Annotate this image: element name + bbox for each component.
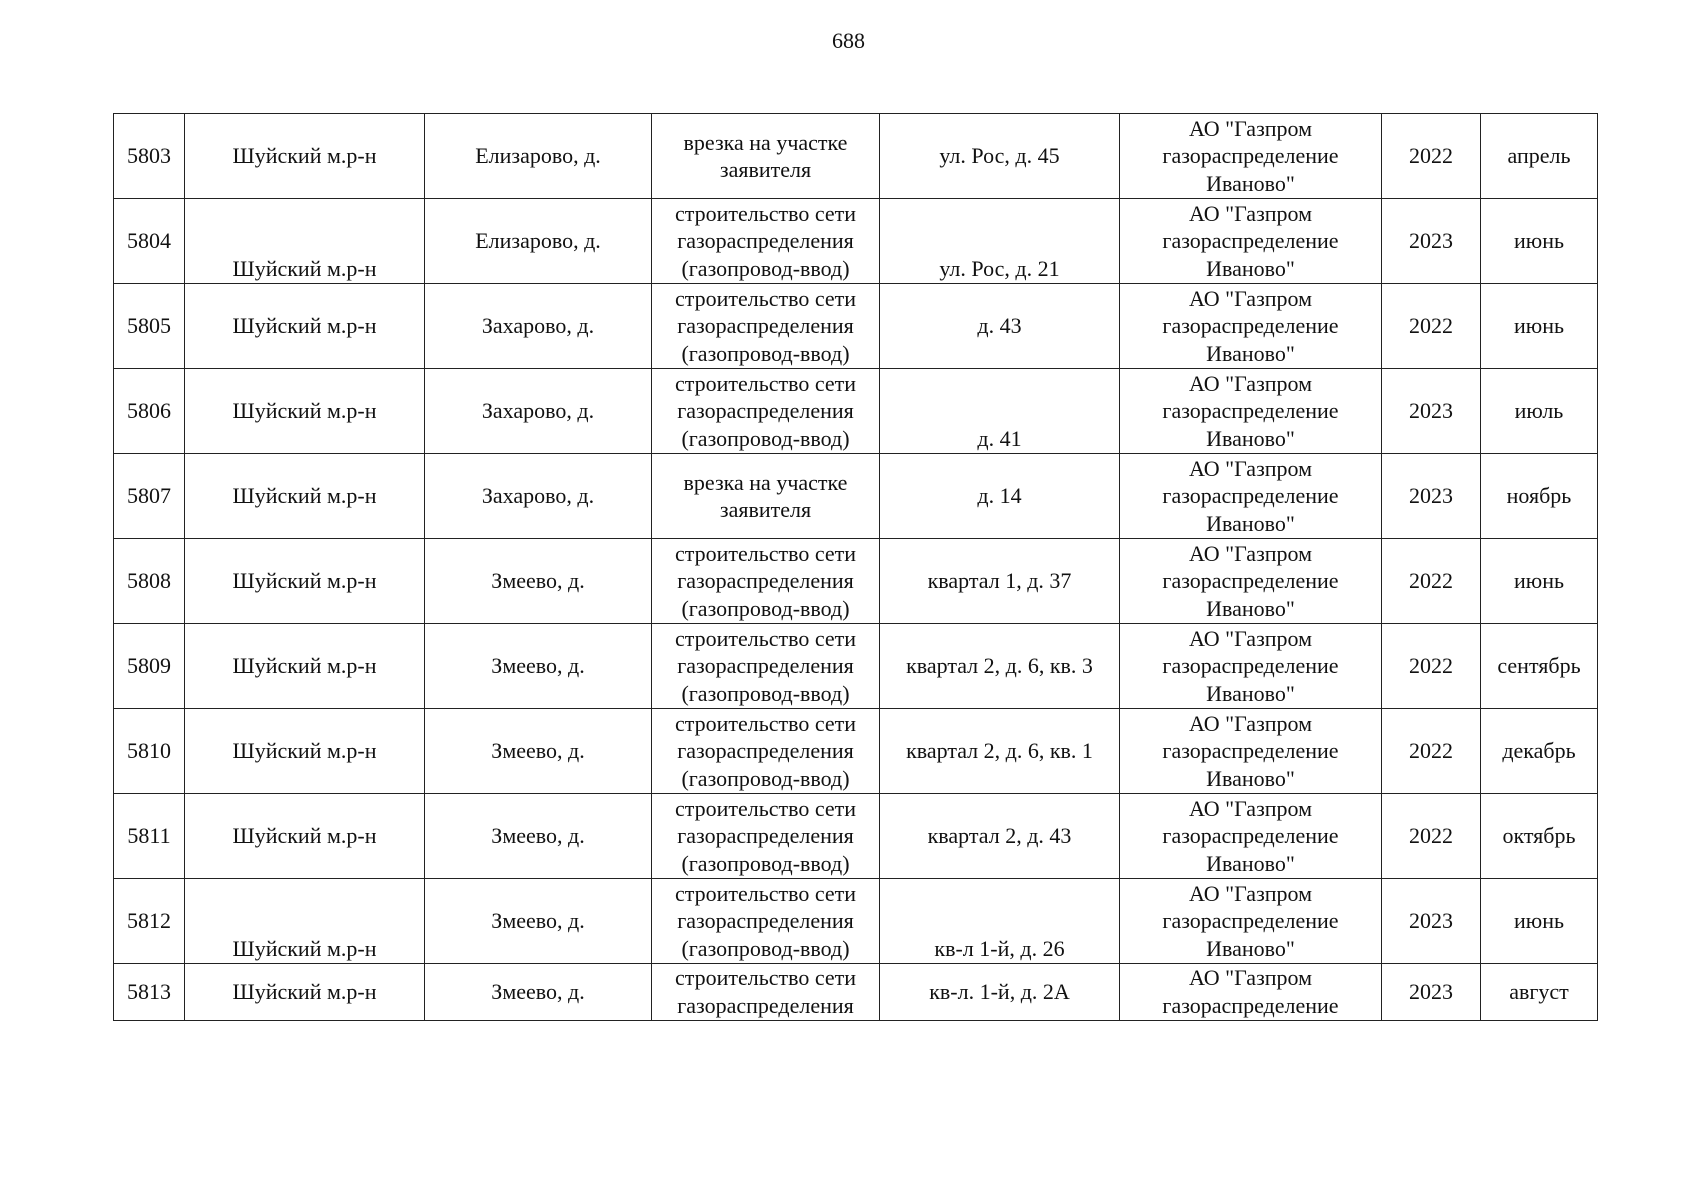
cell-district: Шуйский м.р-н bbox=[185, 454, 425, 539]
cell-month: июнь bbox=[1481, 539, 1598, 624]
cell-work-type bbox=[652, 794, 880, 879]
cell-organization bbox=[1120, 284, 1382, 369]
cell-district: Шуйский м.р-н bbox=[185, 114, 425, 199]
cell-year: 2023 bbox=[1382, 369, 1481, 454]
cell-address: кв-л. 1-й, д. 2А bbox=[880, 964, 1120, 1021]
cell-number: 5810 bbox=[114, 709, 185, 794]
cell-number: 5812 bbox=[114, 879, 185, 964]
cell-organization-line: АО "Газпром bbox=[1188, 710, 1313, 736]
cell-settlement: Захарово, д. bbox=[425, 454, 652, 539]
cell-work-type-line: строительство сети bbox=[674, 795, 857, 821]
cell-work-type-line: врезка на участке bbox=[683, 469, 848, 495]
cell-year: 2022 bbox=[1382, 539, 1481, 624]
cell-address: д. 41 bbox=[880, 369, 1120, 454]
cell-organization-line: Иваново" bbox=[1206, 425, 1295, 451]
cell-work-type-line: заявителя bbox=[719, 497, 812, 522]
cell-settlement: Елизарово, д. bbox=[425, 114, 652, 199]
cell-district: Шуйский м.р-н bbox=[185, 964, 425, 1021]
cell-month: июль bbox=[1481, 369, 1598, 454]
cell-year: 2022 bbox=[1382, 794, 1481, 879]
cell-district: Шуйский м.р-н bbox=[185, 199, 425, 284]
table-row bbox=[114, 879, 1598, 964]
cell-district: Шуйский м.р-н bbox=[185, 539, 425, 624]
cell-work-type-line: газораспределения bbox=[677, 398, 854, 424]
table-row bbox=[114, 199, 1598, 284]
cell-work-type-line: газораспределения bbox=[677, 738, 854, 764]
cell-number: 5811 bbox=[114, 794, 185, 879]
cell-work-type-line: газораспределения bbox=[677, 568, 854, 594]
page-number: 688 bbox=[832, 28, 865, 53]
cell-organization-line: АО "Газпром bbox=[1188, 965, 1313, 990]
cell-work-type-line: (газопровод-ввод) bbox=[681, 425, 850, 451]
cell-address: квартал 1, д. 37 bbox=[880, 539, 1120, 624]
cell-year: 2022 bbox=[1382, 284, 1481, 369]
cell-work-type-line: (газопровод-ввод) bbox=[681, 255, 850, 281]
cell-work-type-line: газораспределения bbox=[677, 823, 854, 849]
cell-organization-line: газораспределение bbox=[1162, 398, 1339, 424]
cell-year: 2023 bbox=[1382, 964, 1481, 1021]
cell-organization bbox=[1120, 624, 1382, 709]
cell-organization-line: газораспределение bbox=[1162, 568, 1339, 594]
cell-organization-line: Иваново" bbox=[1206, 765, 1295, 791]
cell-work-type-line: врезка на участке bbox=[683, 129, 848, 155]
cell-work-type-line: (газопровод-ввод) bbox=[681, 765, 850, 791]
cell-number: 5803 bbox=[114, 114, 185, 199]
cell-organization-line: Иваново" bbox=[1206, 255, 1295, 281]
cell-year: 2022 bbox=[1382, 114, 1481, 199]
cell-organization-line: газораспределение bbox=[1162, 908, 1339, 934]
cell-organization-line: Иваново" bbox=[1206, 510, 1295, 536]
cell-month: октябрь bbox=[1481, 794, 1598, 879]
cell-address: квартал 2, д. 6, кв. 3 bbox=[880, 624, 1120, 709]
gasification-register-table bbox=[113, 113, 1598, 1021]
table-row bbox=[114, 709, 1598, 794]
cell-year: 2023 bbox=[1382, 454, 1481, 539]
cell-address: ул. Рос, д. 21 bbox=[880, 199, 1120, 284]
cell-district: Шуйский м.р-н bbox=[185, 879, 425, 964]
cell-work-type bbox=[652, 964, 880, 1021]
cell-month: сентябрь bbox=[1481, 624, 1598, 709]
cell-organization-line: Иваново" bbox=[1206, 170, 1295, 196]
cell-number: 5806 bbox=[114, 369, 185, 454]
cell-work-type-line: строительство сети bbox=[674, 370, 857, 396]
table-row bbox=[114, 369, 1598, 454]
table-row bbox=[114, 114, 1598, 199]
cell-month: июнь bbox=[1481, 199, 1598, 284]
cell-work-type-line: (газопровод-ввод) bbox=[681, 595, 850, 621]
cell-organization-line: АО "Газпром bbox=[1188, 200, 1313, 226]
cell-organization-line: АО "Газпром bbox=[1188, 285, 1313, 311]
cell-year: 2023 bbox=[1382, 879, 1481, 964]
cell-organization bbox=[1120, 964, 1382, 1021]
cell-month: апрель bbox=[1481, 114, 1598, 199]
cell-address: д. 43 bbox=[880, 284, 1120, 369]
cell-organization-line: АО "Газпром bbox=[1188, 455, 1313, 481]
cell-settlement: Захарово, д. bbox=[425, 369, 652, 454]
cell-address: квартал 2, д. 6, кв. 1 bbox=[880, 709, 1120, 794]
cell-organization-line: Иваново" bbox=[1206, 340, 1295, 366]
cell-work-type bbox=[652, 709, 880, 794]
cell-organization-line: газораспределение bbox=[1162, 738, 1339, 764]
cell-district: Шуйский м.р-н bbox=[185, 794, 425, 879]
cell-work-type-line: строительство сети bbox=[674, 540, 857, 566]
cell-settlement: Змеево, д. bbox=[425, 624, 652, 709]
table-row bbox=[114, 624, 1598, 709]
cell-organization-line: газораспределение bbox=[1162, 483, 1339, 509]
cell-work-type bbox=[652, 369, 880, 454]
cell-organization bbox=[1120, 539, 1382, 624]
cell-number: 5813 bbox=[114, 964, 185, 1021]
cell-organization-line: газораспределение bbox=[1162, 143, 1339, 169]
cell-organization-line: АО "Газпром bbox=[1188, 115, 1313, 141]
cell-organization-line: газораспределение bbox=[1162, 653, 1339, 679]
cell-settlement: Захарово, д. bbox=[425, 284, 652, 369]
cell-organization bbox=[1120, 369, 1382, 454]
cell-year: 2022 bbox=[1382, 709, 1481, 794]
table-row bbox=[114, 539, 1598, 624]
cell-year: 2022 bbox=[1382, 624, 1481, 709]
cell-number: 5808 bbox=[114, 539, 185, 624]
cell-organization bbox=[1120, 879, 1382, 964]
cell-work-type-line: строительство сети bbox=[674, 710, 857, 736]
cell-work-type bbox=[652, 114, 880, 199]
cell-work-type-line: (газопровод-ввод) bbox=[681, 340, 850, 366]
cell-organization-line: Иваново" bbox=[1206, 595, 1295, 621]
cell-organization bbox=[1120, 114, 1382, 199]
cell-work-type-line: строительство сети bbox=[674, 285, 857, 311]
cell-work-type-line: газораспределения bbox=[677, 313, 854, 339]
cell-work-type-line: (газопровод-ввод) bbox=[681, 680, 850, 706]
cell-number: 5805 bbox=[114, 284, 185, 369]
cell-organization-line: АО "Газпром bbox=[1188, 370, 1313, 396]
cell-settlement: Змеево, д. bbox=[425, 539, 652, 624]
cell-month: ноябрь bbox=[1481, 454, 1598, 539]
cell-work-type-line: (газопровод-ввод) bbox=[681, 935, 850, 961]
cell-work-type-line: строительство сети bbox=[674, 625, 857, 651]
cell-settlement: Змеево, д. bbox=[425, 709, 652, 794]
cell-month: июнь bbox=[1481, 284, 1598, 369]
cell-settlement: Змеево, д. bbox=[425, 794, 652, 879]
cell-district: Шуйский м.р-н bbox=[185, 709, 425, 794]
cell-district: Шуйский м.р-н bbox=[185, 369, 425, 454]
cell-address: квартал 2, д. 43 bbox=[880, 794, 1120, 879]
cell-organization-line: АО "Газпром bbox=[1188, 795, 1313, 821]
cell-work-type-line: строительство сети bbox=[674, 200, 857, 226]
cell-organization-line: газораспределение bbox=[1162, 228, 1339, 254]
cell-district: Шуйский м.р-н bbox=[185, 624, 425, 709]
cell-work-type bbox=[652, 624, 880, 709]
cell-work-type-line: (газопровод-ввод) bbox=[681, 850, 850, 876]
cell-address: ул. Рос, д. 45 bbox=[880, 114, 1120, 199]
cell-address: кв-л 1-й, д. 26 bbox=[880, 879, 1120, 964]
table-row bbox=[114, 964, 1598, 1021]
cell-month: декабрь bbox=[1481, 709, 1598, 794]
cell-district: Шуйский м.р-н bbox=[185, 284, 425, 369]
cell-work-type bbox=[652, 454, 880, 539]
cell-work-type-line: строительство сети bbox=[674, 965, 857, 990]
cell-work-type bbox=[652, 539, 880, 624]
cell-settlement: Елизарово, д. bbox=[425, 199, 652, 284]
cell-organization-line: АО "Газпром bbox=[1188, 540, 1313, 566]
cell-organization bbox=[1120, 454, 1382, 539]
table-row bbox=[114, 794, 1598, 879]
cell-organization-line: газораспределение bbox=[1162, 313, 1339, 339]
cell-organization-line: АО "Газпром bbox=[1188, 880, 1313, 906]
cell-work-type bbox=[652, 199, 880, 284]
cell-work-type-line: газораспределения bbox=[677, 908, 854, 934]
cell-year: 2023 bbox=[1382, 199, 1481, 284]
cell-address: д. 14 bbox=[880, 454, 1120, 539]
cell-organization-line: газораспределение bbox=[1162, 823, 1339, 849]
cell-organization bbox=[1120, 794, 1382, 879]
cell-organization-line: Иваново" bbox=[1206, 850, 1295, 876]
cell-settlement: Змеево, д. bbox=[425, 879, 652, 964]
cell-work-type-line: газораспределения bbox=[677, 992, 854, 1018]
cell-number: 5804 bbox=[114, 199, 185, 284]
cell-organization-line: АО "Газпром bbox=[1188, 625, 1313, 651]
cell-work-type bbox=[652, 284, 880, 369]
table-row bbox=[114, 454, 1598, 539]
table-row bbox=[114, 284, 1598, 369]
cell-month: июнь bbox=[1481, 879, 1598, 964]
cell-work-type-line: заявителя bbox=[719, 157, 812, 182]
cell-work-type-line: газораспределения bbox=[677, 228, 854, 254]
cell-settlement: Змеево, д. bbox=[425, 964, 652, 1021]
cell-organization bbox=[1120, 199, 1382, 284]
cell-organization-line: Иваново" bbox=[1206, 680, 1295, 706]
cell-number: 5807 bbox=[114, 454, 185, 539]
cell-work-type bbox=[652, 879, 880, 964]
cell-organization-line: газораспределение bbox=[1162, 992, 1339, 1018]
cell-organization-line: Иваново" bbox=[1206, 935, 1295, 961]
cell-month: август bbox=[1481, 964, 1598, 1021]
cell-number: 5809 bbox=[114, 624, 185, 709]
cell-work-type-line: газораспределения bbox=[677, 653, 854, 679]
cell-organization bbox=[1120, 709, 1382, 794]
cell-work-type-line: строительство сети bbox=[674, 880, 857, 906]
